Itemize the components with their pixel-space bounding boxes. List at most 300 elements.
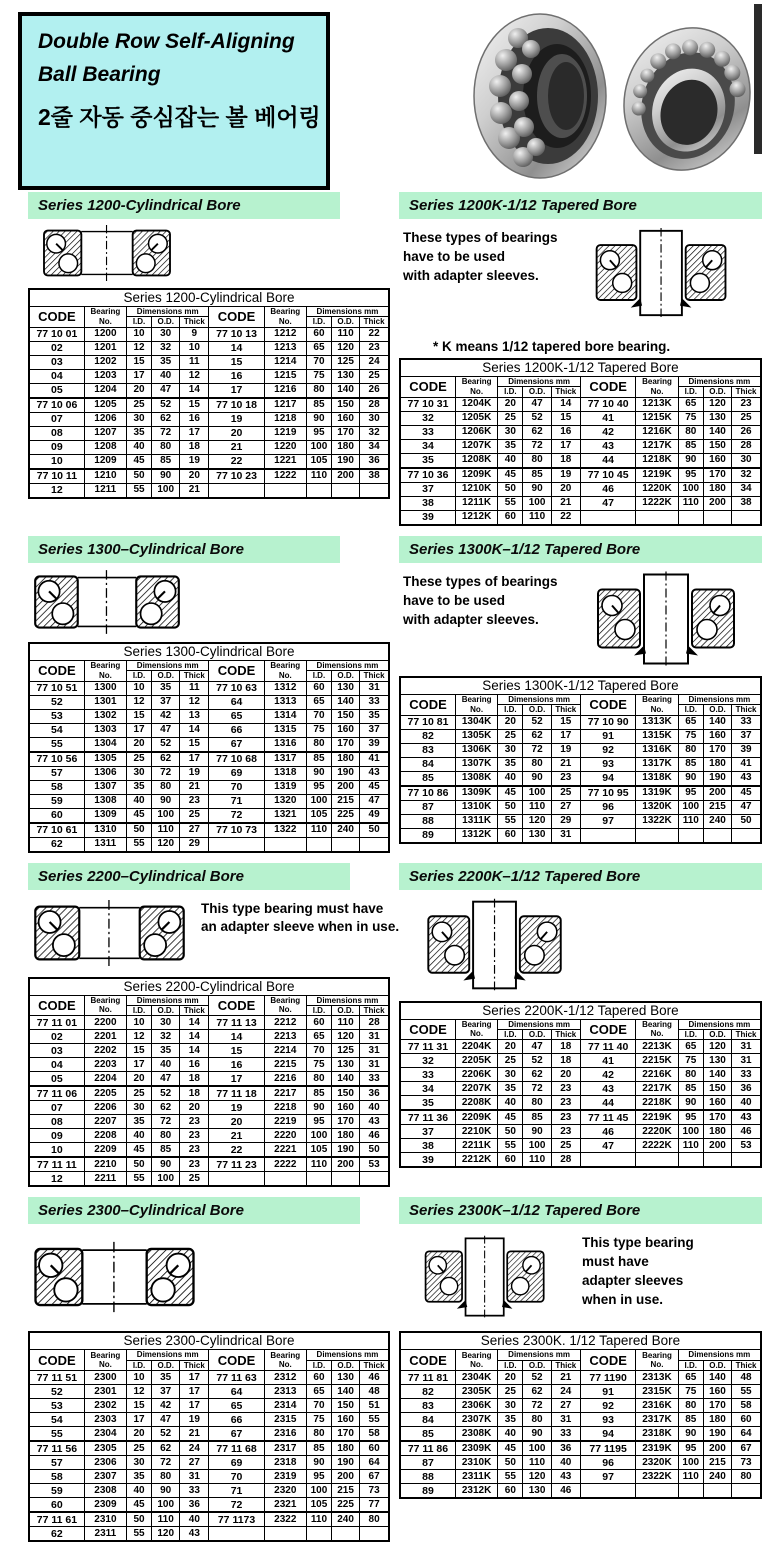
bearing-no-column-header: Bearing No. bbox=[264, 306, 306, 327]
table-row bbox=[29, 1484, 389, 1498]
code-cell: 02 bbox=[29, 341, 84, 355]
id-cell: 105 bbox=[306, 808, 331, 823]
thick-cell: 77 bbox=[360, 1498, 389, 1513]
id-cell: 45 bbox=[498, 468, 523, 483]
od-cell: 90 bbox=[152, 1157, 180, 1172]
thick-cell: 18 bbox=[180, 1086, 209, 1101]
od-cell: 37 bbox=[152, 1385, 180, 1399]
id-cell: 95 bbox=[678, 1110, 703, 1125]
od-cell: 47 bbox=[523, 1040, 551, 1054]
bearing-no-cell: 1309K bbox=[455, 786, 497, 801]
figure-row bbox=[399, 223, 762, 339]
code-cell: 07 bbox=[29, 1101, 84, 1115]
bearing-no-cell: 1306 bbox=[84, 766, 126, 780]
k-meaning-note: * K means 1/12 tapered bore bearing. bbox=[433, 339, 671, 354]
thick-cell: 21 bbox=[551, 496, 580, 510]
od-cell: 100 bbox=[523, 786, 551, 801]
page-header bbox=[0, 0, 762, 192]
table-row bbox=[400, 828, 761, 843]
figure-row bbox=[399, 567, 762, 676]
code-cell: 77 11 18 bbox=[209, 1086, 264, 1101]
od-cell: 180 bbox=[332, 1129, 360, 1143]
thick-cell: 80 bbox=[732, 1470, 761, 1484]
code-cell: 19 bbox=[209, 1101, 264, 1115]
bearing-no-cell: 1322 bbox=[264, 823, 306, 838]
code-cell: 70 bbox=[209, 780, 264, 794]
dimensions-header: Dimensions mm bbox=[127, 306, 209, 316]
table-row bbox=[29, 1072, 389, 1087]
id-cell: 30 bbox=[127, 1101, 152, 1115]
code-cell: 21 bbox=[209, 1129, 264, 1143]
table-row bbox=[29, 1371, 389, 1385]
id-cell: 55 bbox=[127, 1172, 152, 1187]
section-banner-2300: Series 2300–Cylindrical Bore bbox=[28, 1197, 360, 1224]
code-cell: 85 bbox=[400, 1427, 455, 1442]
od-cell: 215 bbox=[332, 794, 360, 808]
thick-cell: 27 bbox=[551, 1399, 580, 1413]
id-column-header: I.D. bbox=[127, 317, 152, 327]
thick-cell: 28 bbox=[732, 439, 761, 453]
section-banner-2300K: Series 2300K–1/12 Tapered Bore bbox=[399, 1197, 762, 1224]
table-row bbox=[29, 426, 389, 440]
od-cell: 72 bbox=[523, 743, 551, 757]
bearing-no-cell: 2315K bbox=[636, 1385, 678, 1399]
thick-cell: 23 bbox=[732, 397, 761, 411]
code-cell: 77 11 81 bbox=[400, 1371, 455, 1385]
bearing-no-cell: 1311K bbox=[455, 814, 497, 828]
code-cell: 22 bbox=[209, 1143, 264, 1158]
usage-note bbox=[201, 896, 399, 938]
od-cell: 190 bbox=[332, 1143, 360, 1158]
id-cell: 55 bbox=[498, 496, 523, 510]
od-cell: 190 bbox=[332, 454, 360, 469]
id-cell: 100 bbox=[306, 440, 331, 454]
id-column-header: I.D. bbox=[127, 1360, 152, 1370]
code-column-header: CODE bbox=[29, 1350, 84, 1371]
usage-note-line: have to be used bbox=[403, 592, 506, 608]
section-1200 bbox=[28, 192, 390, 499]
id-cell: 70 bbox=[306, 1399, 331, 1413]
bearing-no-cell: 2312 bbox=[264, 1371, 306, 1385]
id-cell: 80 bbox=[678, 1399, 703, 1413]
id-cell: 95 bbox=[678, 1441, 703, 1456]
table-row bbox=[29, 1086, 389, 1101]
thick-cell: 19 bbox=[551, 743, 580, 757]
code-cell: 77 10 61 bbox=[29, 823, 84, 838]
code-cell: 88 bbox=[400, 1470, 455, 1484]
bearing-no-column-header: Bearing No. bbox=[264, 660, 306, 681]
thick-cell: 29 bbox=[551, 814, 580, 828]
thick-cell: 50 bbox=[360, 1143, 389, 1158]
code-cell: 37 bbox=[400, 1125, 455, 1139]
code-cell: 62 bbox=[29, 837, 84, 852]
id-cell bbox=[678, 828, 703, 843]
bearing-no-cell: 1205 bbox=[84, 398, 126, 413]
od-cell: 125 bbox=[332, 355, 360, 369]
od-cell: 160 bbox=[703, 453, 731, 468]
thick-cell: 46 bbox=[732, 1125, 761, 1139]
thick-cell: 25 bbox=[180, 1172, 209, 1187]
tapered-bore-cross-section-diagram bbox=[403, 896, 588, 994]
od-cell: 180 bbox=[703, 757, 731, 771]
table-row bbox=[29, 454, 389, 469]
bearing-no-cell: 2312K bbox=[455, 1484, 497, 1499]
od-cell: 80 bbox=[523, 757, 551, 771]
od-cell: 72 bbox=[523, 1399, 551, 1413]
thick-cell: 23 bbox=[180, 1143, 209, 1158]
bearing-no-cell: 2307K bbox=[455, 1413, 497, 1427]
page-title-line2: Ball Bearing bbox=[38, 62, 161, 86]
od-cell: 130 bbox=[703, 411, 731, 425]
id-cell: 110 bbox=[306, 1157, 331, 1172]
bearing-no-cell: 2222K bbox=[636, 1139, 678, 1153]
bearing-no-cell: 1214 bbox=[264, 355, 306, 369]
bearing-no-cell: 2322 bbox=[264, 1512, 306, 1527]
thick-cell: 20 bbox=[551, 482, 580, 496]
table-row bbox=[29, 794, 389, 808]
od-cell: 120 bbox=[152, 837, 180, 852]
code-cell bbox=[209, 1172, 264, 1187]
thick-column-header: Thick bbox=[551, 1029, 580, 1039]
bearing-no-cell: 2210K bbox=[455, 1125, 497, 1139]
thick-cell: 41 bbox=[360, 752, 389, 767]
id-cell: 17 bbox=[127, 369, 152, 383]
thick-cell: 18 bbox=[180, 1072, 209, 1087]
bearing-no-cell: 1217K bbox=[636, 439, 678, 453]
id-cell: 60 bbox=[498, 828, 523, 843]
bearing-no-cell: 2300 bbox=[84, 1371, 126, 1385]
thick-column-header: Thick bbox=[360, 1005, 389, 1015]
bearing-no-cell: 1307K bbox=[455, 757, 497, 771]
table-row bbox=[400, 1441, 761, 1456]
bearing-no-column-header: Bearing No. bbox=[455, 376, 497, 397]
code-cell: 67 bbox=[209, 1427, 264, 1442]
thick-column-header: Thick bbox=[180, 1360, 209, 1370]
code-cell: 91 bbox=[580, 1385, 635, 1399]
od-cell: 90 bbox=[152, 469, 180, 484]
code-cell: 67 bbox=[209, 737, 264, 752]
od-cell: 100 bbox=[152, 1172, 180, 1187]
id-cell: 35 bbox=[127, 1115, 152, 1129]
bearing-no-column-header: Bearing No. bbox=[636, 376, 678, 397]
bearing-no-cell bbox=[264, 837, 306, 852]
bearing-no-cell: 2318K bbox=[636, 1427, 678, 1442]
bearing-no-cell: 2222 bbox=[264, 1157, 306, 1172]
thick-cell: 43 bbox=[732, 771, 761, 786]
bearing-no-cell: 2311 bbox=[84, 1527, 126, 1542]
thick-cell: 28 bbox=[360, 1016, 389, 1030]
bearing-no-cell: 2210 bbox=[84, 1157, 126, 1172]
code-cell: 20 bbox=[209, 1115, 264, 1129]
thick-cell: 34 bbox=[732, 482, 761, 496]
bearing-no-cell: 1207K bbox=[455, 439, 497, 453]
bearing-no-cell: 1315 bbox=[264, 723, 306, 737]
bearing-no-column-header: Bearing No. bbox=[636, 694, 678, 715]
code-cell: 60 bbox=[29, 808, 84, 823]
od-cell: 72 bbox=[152, 1456, 180, 1470]
code-cell: 14 bbox=[209, 1030, 264, 1044]
table-row bbox=[400, 1399, 761, 1413]
od-cell: 110 bbox=[332, 1016, 360, 1030]
code-column-header: CODE bbox=[400, 1350, 455, 1371]
id-cell: 80 bbox=[306, 383, 331, 398]
thick-cell: 18 bbox=[551, 1040, 580, 1054]
thick-column-header: Thick bbox=[732, 705, 761, 715]
od-cell: 160 bbox=[703, 1096, 731, 1111]
id-cell: 15 bbox=[127, 1399, 152, 1413]
table-row bbox=[400, 397, 761, 411]
code-cell: 77 11 68 bbox=[209, 1441, 264, 1456]
table-title: Series 2200-Cylindrical Bore bbox=[29, 978, 389, 995]
table-row bbox=[29, 1399, 389, 1413]
id-cell: 45 bbox=[498, 1441, 523, 1456]
code-cell: 77 11 86 bbox=[400, 1441, 455, 1456]
od-cell: 170 bbox=[332, 1115, 360, 1129]
thick-cell: 30 bbox=[360, 412, 389, 426]
od-cell: 150 bbox=[332, 398, 360, 413]
code-cell: 35 bbox=[400, 1096, 455, 1111]
id-cell: 100 bbox=[678, 1456, 703, 1470]
thick-cell: 15 bbox=[551, 411, 580, 425]
bearing-no-cell: 2203 bbox=[84, 1058, 126, 1072]
id-cell: 65 bbox=[678, 397, 703, 411]
bearing-no-cell: 2213K bbox=[636, 1040, 678, 1054]
bearing-no-cell: 1313K bbox=[636, 715, 678, 729]
table-row bbox=[400, 1040, 761, 1054]
bearing-no-cell: 2303 bbox=[84, 1413, 126, 1427]
id-cell: 110 bbox=[678, 814, 703, 828]
code-cell: 65 bbox=[209, 1399, 264, 1413]
bearing-no-cell: 1310 bbox=[84, 823, 126, 838]
od-cell: 180 bbox=[332, 1441, 360, 1456]
code-cell: 77 11 61 bbox=[29, 1512, 84, 1527]
bearing-no-cell: 2306K bbox=[455, 1399, 497, 1413]
id-column-header: I.D. bbox=[306, 1005, 331, 1015]
id-column-header: I.D. bbox=[306, 1360, 331, 1370]
id-cell: 35 bbox=[498, 1413, 523, 1427]
table-row bbox=[29, 1058, 389, 1072]
bearing-no-cell: 2316 bbox=[264, 1427, 306, 1442]
code-cell: 77 1173 bbox=[209, 1512, 264, 1527]
id-cell: 45 bbox=[127, 454, 152, 469]
thick-cell: 67 bbox=[732, 1441, 761, 1456]
thick-cell bbox=[360, 483, 389, 498]
table-row bbox=[29, 1385, 389, 1399]
thick-cell: 31 bbox=[360, 1058, 389, 1072]
bearing-no-cell: 2304 bbox=[84, 1427, 126, 1442]
table-row bbox=[400, 468, 761, 483]
id-cell: 30 bbox=[498, 425, 523, 439]
bearing-no-cell: 2320K bbox=[636, 1456, 678, 1470]
code-cell: 44 bbox=[580, 453, 635, 468]
bearing-no-cell: 1208K bbox=[455, 453, 497, 468]
table-row bbox=[29, 808, 389, 823]
id-cell: 12 bbox=[127, 341, 152, 355]
bearing-no-cell: 1310K bbox=[455, 800, 497, 814]
code-cell: 04 bbox=[29, 1058, 84, 1072]
code-column-header: CODE bbox=[29, 995, 84, 1016]
thick-cell: 17 bbox=[180, 1385, 209, 1399]
thick-column-header: Thick bbox=[360, 671, 389, 681]
code-cell: 55 bbox=[29, 737, 84, 752]
bearing-no-column-header: Bearing No. bbox=[264, 1350, 306, 1371]
bearing-no-cell: 1210 bbox=[84, 469, 126, 484]
od-cell: 120 bbox=[703, 397, 731, 411]
table-row bbox=[400, 800, 761, 814]
code-cell: 58 bbox=[29, 1470, 84, 1484]
id-cell: 75 bbox=[678, 411, 703, 425]
od-cell: 42 bbox=[152, 1399, 180, 1413]
code-cell: 72 bbox=[209, 1498, 264, 1513]
id-cell: 65 bbox=[306, 695, 331, 709]
bearing-no-cell: 2301 bbox=[84, 1385, 126, 1399]
thick-cell: 55 bbox=[732, 1385, 761, 1399]
code-cell: 77 10 31 bbox=[400, 397, 455, 411]
table-title: Series 1200-Cylindrical Bore bbox=[29, 289, 389, 306]
od-cell: 85 bbox=[523, 1110, 551, 1125]
od-cell: 140 bbox=[703, 1371, 731, 1385]
code-cell: 77 10 90 bbox=[580, 715, 635, 729]
table-row bbox=[400, 1470, 761, 1484]
code-column-header: CODE bbox=[400, 1019, 455, 1040]
usage-note-line: This type bearing must have bbox=[201, 900, 384, 916]
id-cell bbox=[678, 1484, 703, 1499]
thick-cell: 46 bbox=[360, 1371, 389, 1385]
thick-cell: 17 bbox=[551, 729, 580, 743]
bearing-no-cell: 1308 bbox=[84, 794, 126, 808]
table-row bbox=[29, 766, 389, 780]
od-cell: 110 bbox=[523, 800, 551, 814]
code-cell: 59 bbox=[29, 1484, 84, 1498]
id-cell: 65 bbox=[306, 341, 331, 355]
bearing-no-cell bbox=[636, 1153, 678, 1168]
code-cell: 77 10 18 bbox=[209, 398, 264, 413]
code-cell: 05 bbox=[29, 383, 84, 398]
code-cell: 41 bbox=[580, 1054, 635, 1068]
id-cell: 110 bbox=[306, 469, 331, 484]
bearing-no-cell: 2305 bbox=[84, 1441, 126, 1456]
id-cell: 70 bbox=[306, 709, 331, 723]
bearing-no-cell: 1206K bbox=[455, 425, 497, 439]
title-box bbox=[18, 12, 330, 190]
thick-cell: 36 bbox=[732, 1082, 761, 1096]
thick-cell: 21 bbox=[551, 1371, 580, 1385]
code-cell: 10 bbox=[29, 454, 84, 469]
od-cell: 110 bbox=[152, 823, 180, 838]
bearing-no-cell bbox=[636, 1484, 678, 1499]
thick-cell: 50 bbox=[360, 823, 389, 838]
od-cell: 72 bbox=[152, 426, 180, 440]
id-column-header: I.D. bbox=[127, 1005, 152, 1015]
od-cell: 100 bbox=[523, 496, 551, 510]
code-cell: 34 bbox=[400, 1082, 455, 1096]
code-cell: 21 bbox=[209, 440, 264, 454]
bearing-no-cell: 1218 bbox=[264, 412, 306, 426]
thick-cell: 9 bbox=[180, 327, 209, 341]
code-cell bbox=[580, 1484, 635, 1499]
code-column-header: CODE bbox=[400, 376, 455, 397]
id-cell: 100 bbox=[678, 482, 703, 496]
id-column-header: I.D. bbox=[678, 705, 703, 715]
thick-cell: 25 bbox=[360, 369, 389, 383]
table-row bbox=[29, 1527, 389, 1542]
od-cell: 170 bbox=[703, 743, 731, 757]
thick-cell: 24 bbox=[551, 1385, 580, 1399]
code-cell: 32 bbox=[400, 1054, 455, 1068]
id-cell: 25 bbox=[127, 752, 152, 767]
thick-cell: 37 bbox=[360, 723, 389, 737]
bearing-table-1300 bbox=[28, 642, 390, 853]
thick-cell: 16 bbox=[180, 412, 209, 426]
thick-cell: 60 bbox=[732, 1413, 761, 1427]
od-column-header: O.D. bbox=[703, 1029, 731, 1039]
id-cell: 105 bbox=[306, 1498, 331, 1513]
code-cell: 96 bbox=[580, 800, 635, 814]
id-cell: 100 bbox=[306, 1129, 331, 1143]
thick-cell: 53 bbox=[360, 1157, 389, 1172]
thick-cell: 27 bbox=[180, 1456, 209, 1470]
code-column-header: CODE bbox=[209, 995, 264, 1016]
bearing-no-cell: 1312K bbox=[455, 828, 497, 843]
bearing-no-cell: 2310K bbox=[455, 1456, 497, 1470]
code-cell: 66 bbox=[209, 1413, 264, 1427]
bearing-no-cell: 1316 bbox=[264, 737, 306, 752]
thick-cell: 55 bbox=[360, 1413, 389, 1427]
od-cell: 140 bbox=[332, 1072, 360, 1087]
thick-cell: 73 bbox=[360, 1484, 389, 1498]
od-cell: 100 bbox=[152, 808, 180, 823]
bearing-no-cell: 1215K bbox=[636, 411, 678, 425]
id-cell: 80 bbox=[306, 737, 331, 752]
table-row bbox=[400, 1456, 761, 1470]
table-row bbox=[29, 695, 389, 709]
od-cell: 52 bbox=[523, 715, 551, 729]
id-cell: 35 bbox=[127, 780, 152, 794]
id-cell: 17 bbox=[127, 1058, 152, 1072]
section-2300K bbox=[399, 1197, 762, 1499]
code-cell: 08 bbox=[29, 426, 84, 440]
thick-cell: 33 bbox=[732, 715, 761, 729]
bearing-no-cell: 1222 bbox=[264, 469, 306, 484]
id-cell: 85 bbox=[678, 757, 703, 771]
code-cell bbox=[580, 510, 635, 525]
thick-cell: 14 bbox=[180, 1030, 209, 1044]
id-cell: 40 bbox=[127, 440, 152, 454]
diagram-wrap bbox=[32, 225, 182, 286]
od-cell: 190 bbox=[332, 1456, 360, 1470]
bearing-no-cell: 1317 bbox=[264, 752, 306, 767]
id-cell: 60 bbox=[498, 510, 523, 525]
code-cell: 65 bbox=[209, 709, 264, 723]
thick-cell: 17 bbox=[180, 1371, 209, 1385]
bearing-no-cell: 1211 bbox=[84, 483, 126, 498]
od-cell: 37 bbox=[152, 695, 180, 709]
table-row bbox=[400, 1413, 761, 1427]
usage-note-line: adapter sleeves bbox=[582, 1273, 684, 1289]
thick-cell: 30 bbox=[732, 453, 761, 468]
table-row bbox=[29, 398, 389, 413]
bearing-no-column-header: Bearing No. bbox=[455, 1350, 497, 1371]
thick-cell: 47 bbox=[732, 800, 761, 814]
code-cell: 03 bbox=[29, 1044, 84, 1058]
bearing-no-cell: 1300 bbox=[84, 681, 126, 695]
code-cell: 77 1195 bbox=[580, 1441, 635, 1456]
bearing-no-cell: 2314 bbox=[264, 1399, 306, 1413]
bearing-no-cell: 1319 bbox=[264, 780, 306, 794]
code-cell: 82 bbox=[400, 1385, 455, 1399]
table-row bbox=[400, 743, 761, 757]
id-cell: 60 bbox=[306, 1016, 331, 1030]
